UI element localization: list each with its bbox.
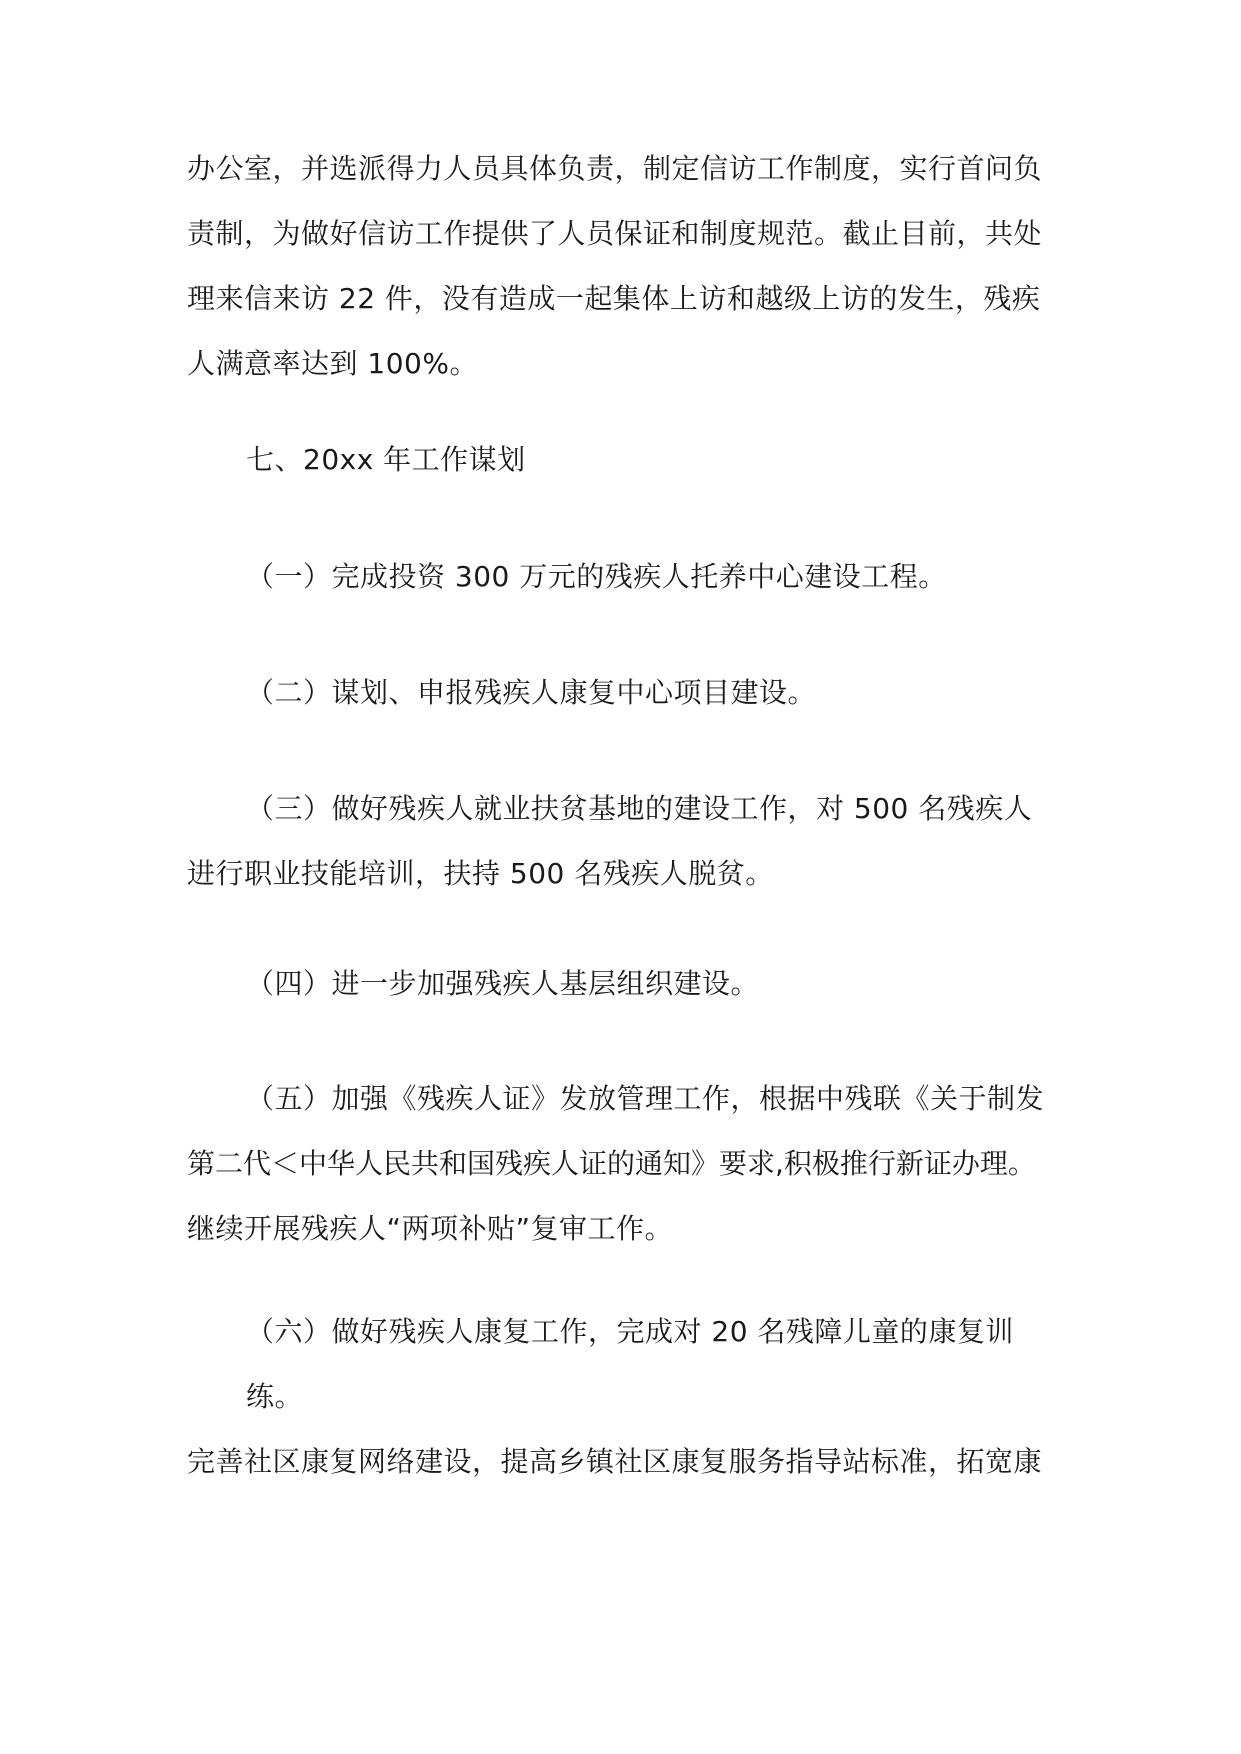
paragraph-line: 办公室，并选派得力人员具体负责，制定信访工作制度，实行首问负: [187, 152, 1043, 185]
paragraph-line: 人满意率达到 100%。: [187, 347, 478, 380]
section-heading-text: 七、20xx 年工作谋划: [246, 443, 526, 476]
section-heading-work-plan: [187, 427, 1067, 492]
plan-item-line: （四）进一步加强残疾人基层组织建设。: [246, 967, 760, 1000]
plan-item-2: [187, 660, 1067, 725]
plan-item-line: （一）完成投资 300 万元的残疾人托养中心建设工程。: [246, 560, 947, 593]
plan-item-line: （六）做好残疾人康复工作，完成对 20 名残障儿童的康复训练。: [246, 1315, 1014, 1413]
plan-item-line: （三）做好残疾人就业扶贫基地的建设工作，对 500 名残疾人: [246, 792, 1033, 825]
plan-item-line: （二）谋划、申报残疾人康复中心项目建设。: [246, 676, 817, 709]
paragraph-line: 责制，为做好信访工作提供了人员保证和制度规范。截止目前，共处: [187, 217, 1043, 250]
plan-item-3: [187, 776, 1067, 906]
plan-item-line: 继续开展残疾人“两项补贴”复审工作。: [187, 1212, 674, 1245]
plan-item-5: [187, 1066, 1067, 1261]
plan-item-6: [187, 1299, 1067, 1494]
paragraph-petition-work: [187, 136, 1067, 396]
plan-item-line: （五）加强《残疾人证》发放管理工作，根据中残联《关于制发: [246, 1082, 1045, 1115]
plan-item-line: 第二代＜中华人民共和国残疾人证的通知》要求,积极推行新证办理。: [187, 1147, 1036, 1180]
plan-item-line: 进行职业技能培训，扶持 500 名残疾人脱贫。: [187, 857, 774, 890]
plan-item-1: [187, 544, 1067, 609]
paragraph-line: 理来信来访 22 件，没有造成一起集体上访和越级上访的发生，残疾: [187, 282, 1041, 315]
plan-item-4: [187, 951, 1067, 1016]
plan-item-line: 完善社区康复网络建设，提高乡镇社区康复服务指导站标准，拓宽康: [187, 1445, 1043, 1478]
